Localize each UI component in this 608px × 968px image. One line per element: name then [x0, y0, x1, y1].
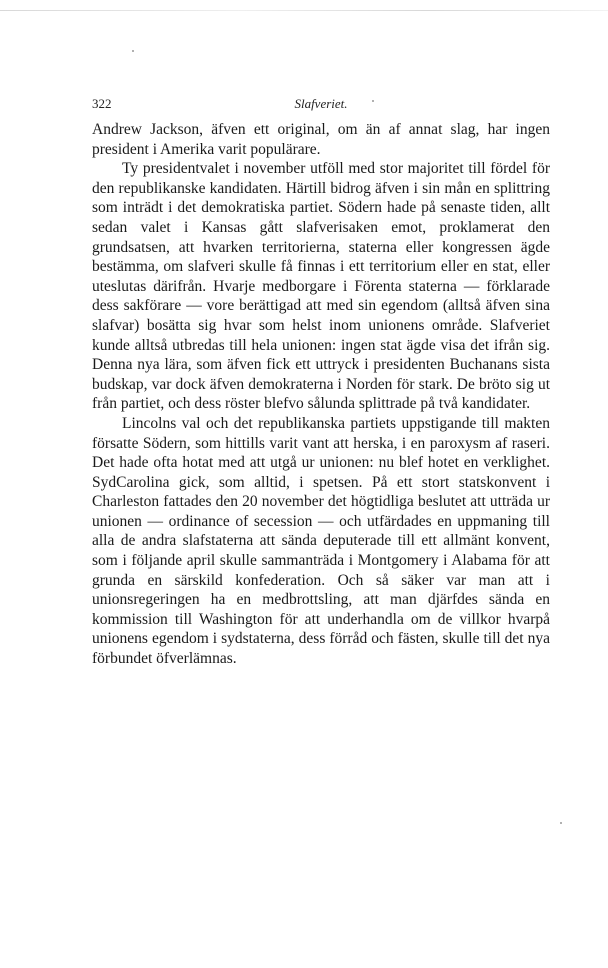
page-header [92, 96, 550, 116]
page-number: 322 [92, 96, 112, 111]
paragraph-3: Lincolns val och det republikanska partiets uppstigande till makten försatte Södern, som hittills varit vant att herska, i en paroxysm af raseri. Det hade ofta hotat med att utgå ur unionen: nu blef hotet en verklighet. SydCarolina gick, som alltid, i spetsen. På ett stort statskonvent i Charleston fattades den 20 november det högtidliga beslutet att utträda ur unionen — ordinance of secession — och utfärdades en uppmaning till alla de andra slafstaterna att sända deputerade till ett allmänt konvent, som i följande april skulle sammanträda i Montgomery i Alabama för att grunda en särskild konfederation. Och så säker var man att i unionsregeringen ha en medbrottsling, att man djärfdes sända en kommission till Washington för att underhandla om de villkor hvarpå unionens egendom i sydstaterna, dess förråd och fästen, skulle till det nya förbundet öfverlämnas. [92, 414, 550, 668]
scan-edge-line [0, 10, 608, 11]
scan-speck [132, 50, 134, 52]
scan-speck [560, 822, 562, 824]
paragraph-1: Andrew Jackson, äfven ett original, om än af annat slag, har ingen president i Amerika varit populärare. [92, 121, 550, 158]
body-text [92, 120, 550, 669]
running-title: Slafveriet. [294, 96, 348, 111]
paragraph-2: Ty presidentvalet i november utföll med stor majoritet till fördel för den republikanske kandidaten. Härtill bidrog äfven i sin mån en splittring som inträdt i det demokratiska partiet. Södern hade på senaste tiden, allt sedan valet i Kansas gått slafverisaken emot, proklamerat den grundsatsen, att hvarken territorierna, staterna eller kongressen ägde bestämma, om slafveri skulle få finnas i ett territorium eller en stat, eller uteslutas därifrån. Hvarje medborgare i Förenta staterna — förklarade dess sakförare — vore berättigad att med sin egendom (alltså äfven sina slafvar) bosätta sig hvar som helst inom unionens område. Slafveriet kunde alltså utbredas till hela unionen: ingen stat ägde visa det ifrån sig. Denna nya lära, som äfven fick ett uttryck i presidenten Buchanans sista budskap, var dock äfven demokraterna i Norden för stark. De bröto sig ut från partiet, och dess röster blefvo sålunda splittrade på två kandidater. [92, 160, 550, 413]
